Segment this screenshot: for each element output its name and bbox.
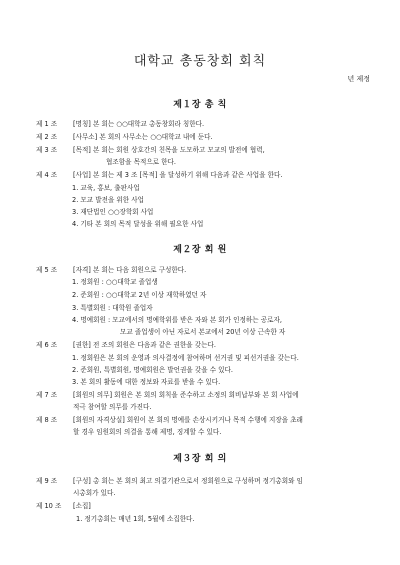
article-text: [회원의 의무] 회원은 본 회의 회칙을 준수하고 소정의 회비납부와 본 회 사업에	[73, 391, 299, 399]
article-3	[36, 146, 265, 155]
article-4-item: 3. 재단법인 ○○장학회 사업	[72, 208, 154, 216]
article-number: 제 4 조	[36, 171, 58, 179]
chapter-2-heading: 제２장 회 원	[173, 245, 227, 255]
article-6-item: 1. 정회원은 본 회의 운영과 의사결정에 참여하며 선거권 및 피선거권을 갖는다.	[72, 354, 299, 362]
article-4-item: 2. 모교 발전을 위한 사업	[72, 196, 145, 204]
article-text: [사무소] 본 회의 사무소는 ○○대학교 내에 둔다.	[73, 133, 213, 141]
article-6-item: 3. 본 회의 활동에 대한 정보와 자료를 받을 수 있다.	[72, 378, 221, 386]
document-title: 대학교 총동창회 회칙	[133, 54, 267, 69]
article-5-continuation: 모교 졸업생이 아닌 자로서 본교에서 20년 이상 근속한 자	[120, 328, 286, 336]
article-number: 제 3 조	[36, 146, 58, 154]
article-text: [구성] 총 회는 본 회의 최고 의결기관으로서 정회원으로 구성하며 정기총회와 임	[73, 477, 303, 485]
article-8-continuation: 할 경우 임원회의 의결을 통해 제명, 징계할 수 있다.	[73, 428, 222, 436]
article-10	[36, 502, 91, 511]
article-7-continuation: 적극 참여할 의무를 가진다.	[73, 403, 152, 411]
article-number: 제 10 조	[36, 502, 62, 510]
article-number: 제 5 조	[36, 266, 58, 274]
article-5-item: 2. 준회원 : ○○대학교 2년 이상 재학하였던 자	[72, 291, 207, 299]
article-4-item: 1. 교육, 홍보, 출판사업	[72, 184, 140, 192]
chapter-3-heading: 제３장 회 의	[173, 454, 227, 464]
article-number: 제 8 조	[36, 416, 58, 424]
article-4	[36, 171, 282, 180]
article-2	[36, 133, 213, 142]
article-text: [소집]	[73, 502, 91, 510]
article-5-item: 3. 특별회원 : 대학원 졸업자	[72, 304, 153, 312]
article-number: 제 2 조	[36, 133, 58, 141]
article-8	[36, 416, 303, 425]
article-6	[36, 341, 216, 350]
article-text: [자격] 본 회는 다음 회원으로 구성한다.	[73, 266, 187, 274]
article-text: [사업] 본 회는 제 3 조 [목적] 을 달성하기 위해 다음과 같은 사업을 한다.	[73, 171, 283, 179]
article-number: 제 6 조	[36, 341, 58, 349]
article-9-continuation: 시총회가 있다.	[73, 489, 116, 497]
chapter-1-heading: 제１장 총 칙	[173, 100, 227, 110]
article-number: 제 9 조	[36, 477, 58, 485]
article-number: 제 1 조	[36, 120, 58, 128]
article-4-item: 4. 기타 본 회의 목적 달성을 위해 필요한 사업	[72, 220, 204, 228]
article-5-item: 4. 명예회원 : 모교에서의 명예학위를 받은 자와 본 회가 인정하는 공로자,	[72, 316, 282, 324]
article-5	[36, 266, 186, 275]
article-1	[36, 120, 204, 129]
article-text: [회원의 자격상실] 회원이 본 회의 명예를 손상시키거나 목적 수행에 지장을 초래	[73, 416, 303, 424]
article-text: [명칭] 본 회는 ○○대학교 총동창회라 칭한다.	[73, 120, 205, 128]
article-7	[36, 391, 299, 400]
article-10-item: 1. 정기총회는 매년 1회, 5월에 소집한다.	[76, 515, 195, 523]
article-text: [권한] 전 조의 회원은 다음과 같은 권한을 갖는다.	[73, 341, 216, 349]
article-text: [목적] 본 회는 회원 상호간의 친목을 도모하고 모교의 발전에 협력,	[73, 146, 265, 154]
article-6-item: 2. 준회원, 특별회원, 명예회원은 발언권을 갖을 수 있다.	[72, 366, 234, 374]
article-9	[36, 477, 303, 486]
article-3-continuation: 협조함을 목적으로 한다.	[106, 158, 176, 166]
enactment-note: 년 제정	[347, 75, 370, 83]
article-5-item: 1. 정회원 : ○○대학교 졸업생	[72, 278, 158, 286]
article-number: 제 7 조	[36, 391, 58, 399]
